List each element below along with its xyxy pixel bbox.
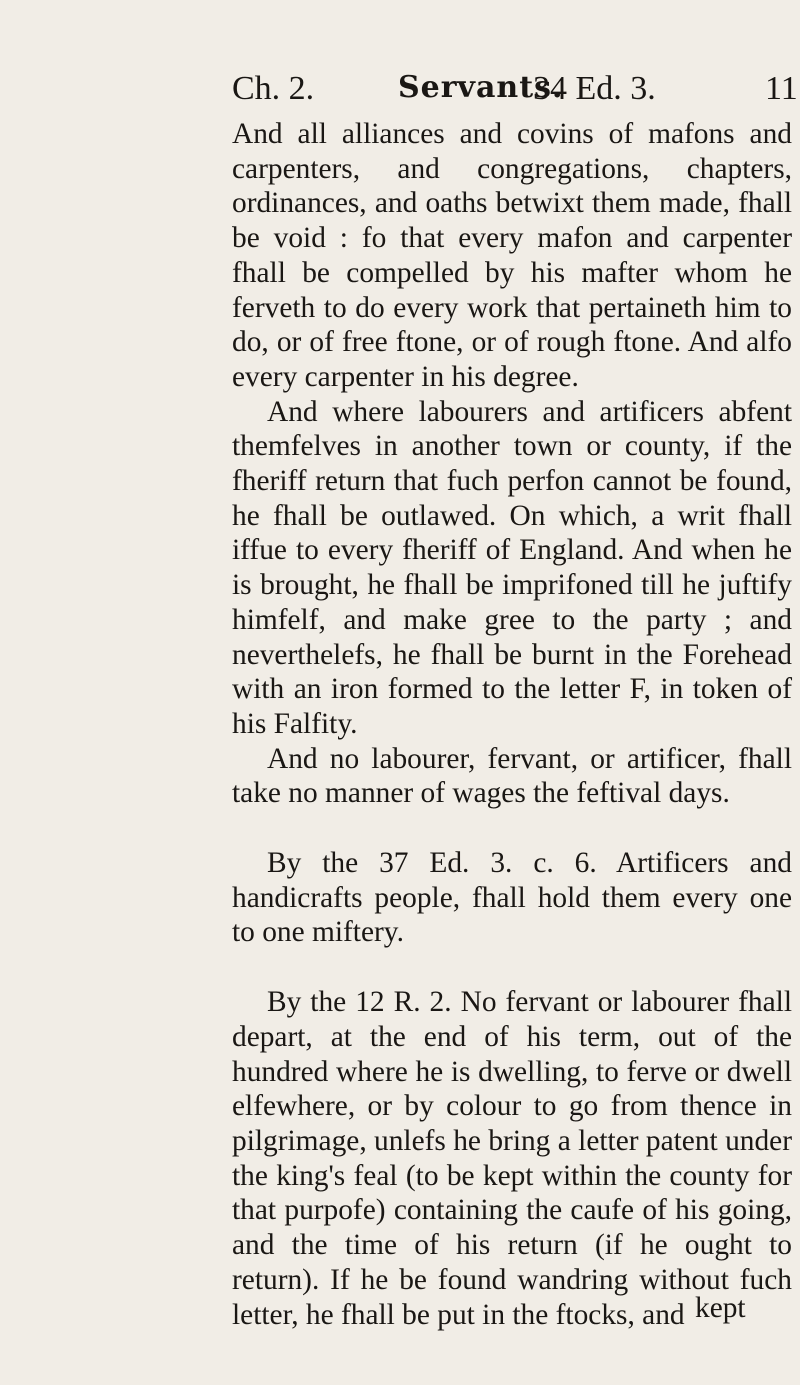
statute-reference: 34 Ed. 3. bbox=[533, 70, 656, 107]
running-title: Servants. bbox=[398, 70, 564, 105]
catchword: kept bbox=[695, 1292, 746, 1324]
paragraph: And all alliances and covins of mafons and carpenters, and congregations, chapters, ordinances, and oaths betwixt them made, fhall be void : fo that every mafon and carpenter fhall be compelled by his mafter whom he ferveth to do every work that pertaineth him to do, or of free ftone, or of rough ftone. And alfo every carpenter in his degree. bbox=[232, 118, 792, 393]
page-number: 11 bbox=[765, 70, 798, 107]
running-header bbox=[0, 70, 800, 115]
paragraph: By the 37 Ed. 3. c. 6. Artificers and handicrafts people, fhall hold them every one to one miftery. bbox=[232, 847, 792, 949]
body-text bbox=[232, 117, 792, 1332]
paragraph: By the 12 R. 2. No fervant or labourer fhall depart, at the end of his term, out of the hundred where he is dwelling, to ferve or dwell elfewhere, or by colour to go from thence in pilgrimage, unlefs he bring a letter patent under the king's feal (to be kept within the county for that purpofe) containing the caufe of his going, and the time of his return (if he ought to return). If he be found wandring without fuch letter, he fhall be put in the ftocks, and bbox=[232, 986, 792, 1331]
paragraph: And no labourer, fervant, or artificer, fhall take no manner of wages the feftival days. bbox=[232, 742, 792, 810]
paragraph: And where labourers and artificers abfent themfelves in another town or county, if the fheriff return that fuch perfon cannot be found, he fhall be outlawed. On which, a writ fhall iffue to every fheriff of England. And when he is brought, he fhall be imprifoned till he juftify himfelf, and make gree to the party ; and neverthelefs, he fhall be burnt in the Forehead with an iron formed to the letter F, in token of his Falfity. bbox=[232, 395, 792, 740]
chapter-label: Ch. 2. bbox=[232, 70, 315, 107]
